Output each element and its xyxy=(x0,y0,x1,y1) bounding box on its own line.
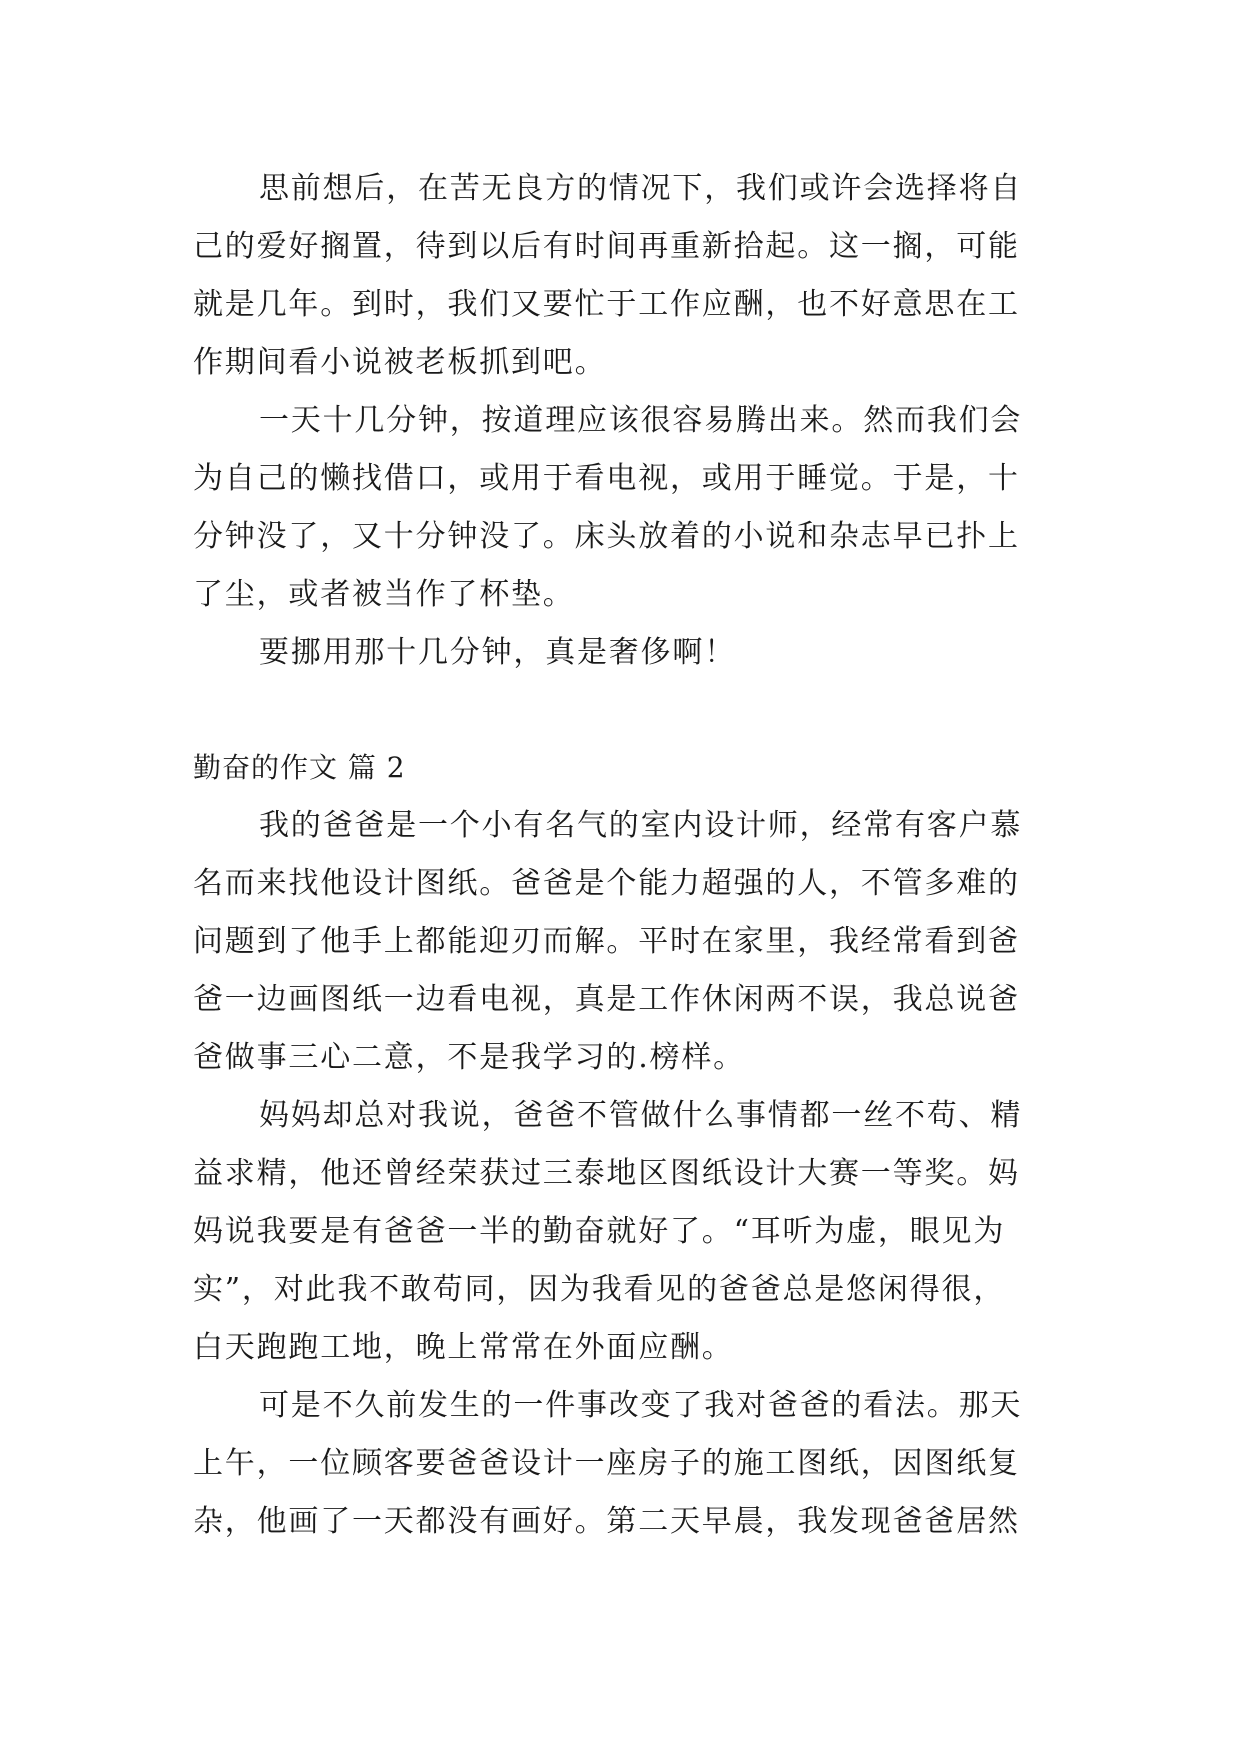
text-line: 名而来找他设计图纸。爸爸是个能力超强的人，不管多难的 xyxy=(193,866,1020,901)
text-line: 杂，他画了一天都没有画好。第二天早晨，我发现爸爸居然 xyxy=(193,1504,1020,1539)
text-line: 白天跑跑工地，晚上常常在外面应酬。 xyxy=(193,1330,734,1365)
text-line: 爸做事三心二意，不是我学习的.榜样。 xyxy=(193,1040,745,1075)
text-line: 思前想后，在苦无良方的情况下，我们或许会选择将自 xyxy=(259,171,1023,206)
text-line: 实”，对此我不敢苟同，因为我看见的爸爸总是悠闲得很， xyxy=(193,1272,1006,1307)
text-line: 了尘，或者被当作了杯垫。 xyxy=(193,577,575,612)
text-line: 一天十几分钟，按道理应该很容易腾出来。然而我们会 xyxy=(259,403,1023,438)
text-line: 上午，一位顾客要爸爸设计一座房子的施工图纸，因图纸复 xyxy=(193,1446,1020,1481)
text-line: 问题到了他手上都能迎刃而解。平时在家里，我经常看到爸 xyxy=(193,924,1020,959)
text-line: 就是几年。到时，我们又要忙于工作应酬，也不好意思在工 xyxy=(193,287,1020,322)
text-line: 妈说我要是有爸爸一半的勤奋就好了。“耳听为虚，眼见为 xyxy=(193,1214,1006,1249)
text-line: 我的爸爸是一个小有名气的室内设计师，经常有客户慕 xyxy=(259,808,1023,843)
text-line: 作期间看小说被老板抓到吧。 xyxy=(193,345,607,380)
text-line: 爸一边画图纸一边看电视，真是工作休闲两不误，我总说爸 xyxy=(193,982,1020,1017)
text-line: 为自己的懒找借口，或用于看电视，或用于睡觉。于是，十 xyxy=(193,461,1020,496)
section-heading: 勤奋的作文 篇 2 xyxy=(193,751,406,784)
text-line: 妈妈却总对我说，爸爸不管做什么事情都一丝不苟、精 xyxy=(259,1098,1023,1133)
text-line: 可是不久前发生的一件事改变了我对爸爸的看法。那天 xyxy=(259,1388,1023,1423)
text-line: 益求精，他还曾经荣获过三泰地区图纸设计大赛一等奖。妈 xyxy=(193,1156,1020,1191)
text-line: 己的爱好搁置，待到以后有时间再重新拾起。这一搁，可能 xyxy=(193,229,1020,264)
text-line: 分钟没了，又十分钟没了。床头放着的小说和杂志早已扑上 xyxy=(193,519,1020,554)
text-line: 要挪用那十几分钟，真是奢侈啊！ xyxy=(259,635,736,670)
